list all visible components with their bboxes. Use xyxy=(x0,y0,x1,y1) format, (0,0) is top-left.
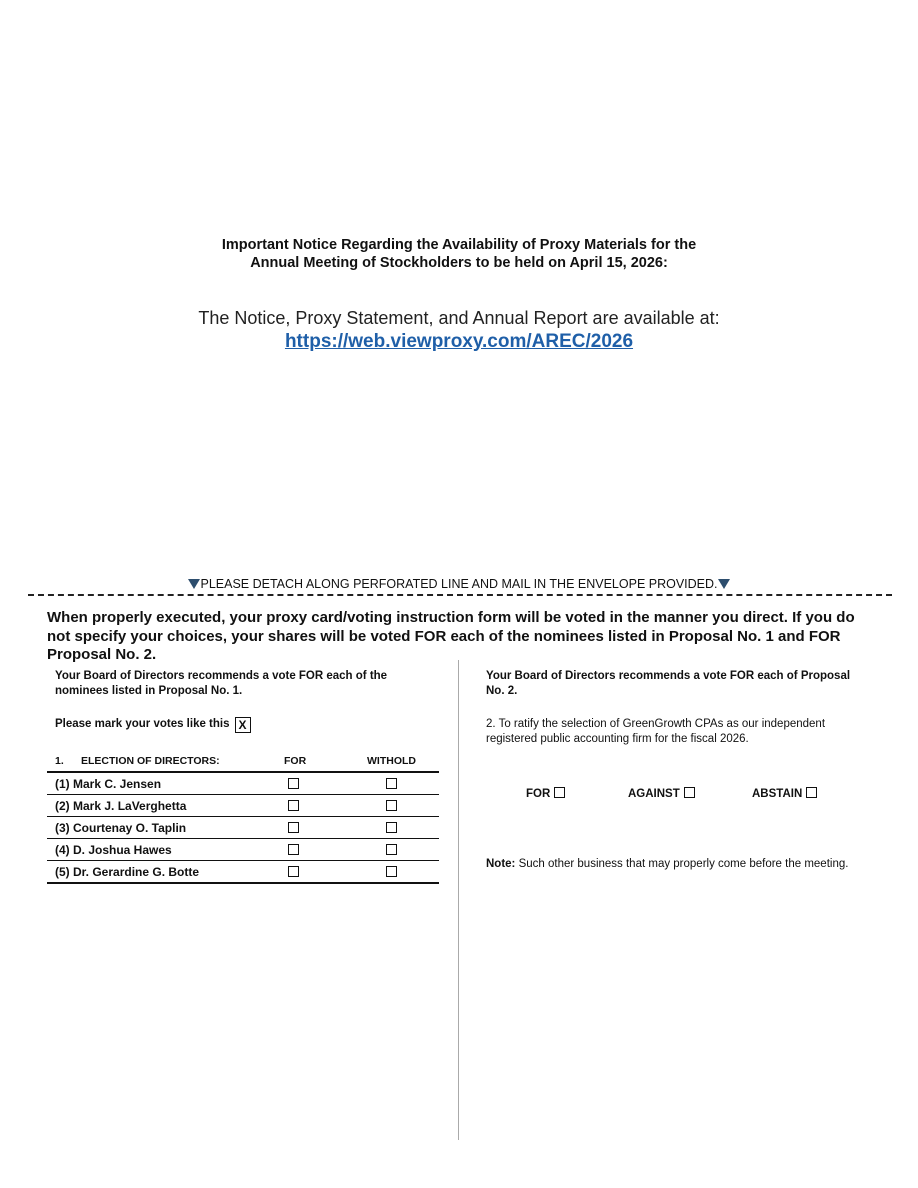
proxy-intro-text: When properly executed, your proxy card/voting instruction form will be voted in the manner you direct. If you do not specify your choices, your shares will be voted FOR each of the nominees listed in Proposal No. 1 and FOR Proposal No. 2. xyxy=(47,609,855,663)
nominee-name: (1) Mark C. Jensen xyxy=(55,777,162,791)
withold-checkbox[interactable] xyxy=(386,866,397,877)
availability-text: The Notice, Proxy Statement, and Annual Report are available at: xyxy=(198,308,720,328)
perforated-line xyxy=(28,594,892,596)
for-checkbox[interactable] xyxy=(288,800,299,811)
for-checkbox[interactable] xyxy=(288,778,299,789)
down-triangle-icon xyxy=(188,579,200,589)
for-checkbox[interactable] xyxy=(288,866,299,877)
board-recommendation-proposal-2: Your Board of Directors recommends a vote FOR each of Proposal No. 2. xyxy=(486,670,851,697)
election-heading: ELECTION OF DIRECTORS: xyxy=(81,755,220,767)
nominee-name: (5) Dr. Gerardine G. Botte xyxy=(55,865,200,879)
proposal-number: 1. xyxy=(55,755,64,767)
withold-checkbox[interactable] xyxy=(386,800,397,811)
table-row xyxy=(47,861,439,884)
mark-votes-label: Please mark your votes like this xyxy=(55,718,230,730)
withold-checkbox[interactable] xyxy=(386,778,397,789)
nominee-name: (3) Courtenay O. Taplin xyxy=(55,821,187,835)
vote-for-checkbox[interactable] xyxy=(554,787,565,798)
table-row xyxy=(47,773,439,795)
proxy-url-container xyxy=(0,331,918,353)
table-row xyxy=(47,795,439,817)
withold-checkbox[interactable] xyxy=(386,822,397,833)
vote-abstain-option xyxy=(752,787,817,800)
board-recommendation-proposal-1: Your Board of Directors recommends a vote FOR each of the nominees listed in Proposal No. 1. xyxy=(55,670,388,697)
table-row xyxy=(47,817,439,839)
mark-example-box: X xyxy=(235,717,251,733)
vote-against-label: AGAINST xyxy=(628,788,680,800)
vote-for-label: FOR xyxy=(526,788,551,800)
election-table xyxy=(47,771,439,884)
note-label: Note: xyxy=(486,858,516,870)
vote-against-option xyxy=(628,787,695,800)
vote-abstain-checkbox[interactable] xyxy=(806,787,817,798)
withold-checkbox[interactable] xyxy=(386,844,397,855)
proposal-2-text: 2. To ratify the selection of GreenGrowth CPAs as our independent registered public accounting firm for the fiscal 2026. xyxy=(486,718,826,745)
column-withold: WITHOLD xyxy=(367,755,416,767)
note-text: Such other business that may properly come before the meeting. xyxy=(515,858,849,870)
column-divider xyxy=(458,660,459,1140)
for-checkbox[interactable] xyxy=(288,844,299,855)
vote-abstain-label: ABSTAIN xyxy=(752,788,803,800)
notice-title-line2: Annual Meeting of Stockholders to be held on April 15, 2026: xyxy=(250,255,668,271)
other-business-note xyxy=(486,857,856,872)
notice-title-line1: Important Notice Regarding the Availability of Proxy Materials for the xyxy=(221,237,697,253)
vote-against-checkbox[interactable] xyxy=(684,787,695,798)
vote-for-option xyxy=(526,787,565,800)
table-row xyxy=(47,839,439,861)
nominee-name: (2) Mark J. LaVerghetta xyxy=(55,799,187,813)
proxy-materials-link[interactable]: https://web.viewproxy.com/AREC/2026 xyxy=(284,331,634,352)
column-for: FOR xyxy=(284,755,307,767)
detach-instruction xyxy=(0,577,918,591)
down-triangle-icon xyxy=(718,579,730,589)
nominee-name: (4) D. Joshua Hawes xyxy=(55,843,172,857)
mark-votes-instruction xyxy=(55,717,251,733)
notice-title xyxy=(0,236,918,272)
detach-text: PLEASE DETACH ALONG PERFORATED LINE AND MAIL IN THE ENVELOPE PROVIDED. xyxy=(200,577,718,591)
for-checkbox[interactable] xyxy=(288,822,299,833)
